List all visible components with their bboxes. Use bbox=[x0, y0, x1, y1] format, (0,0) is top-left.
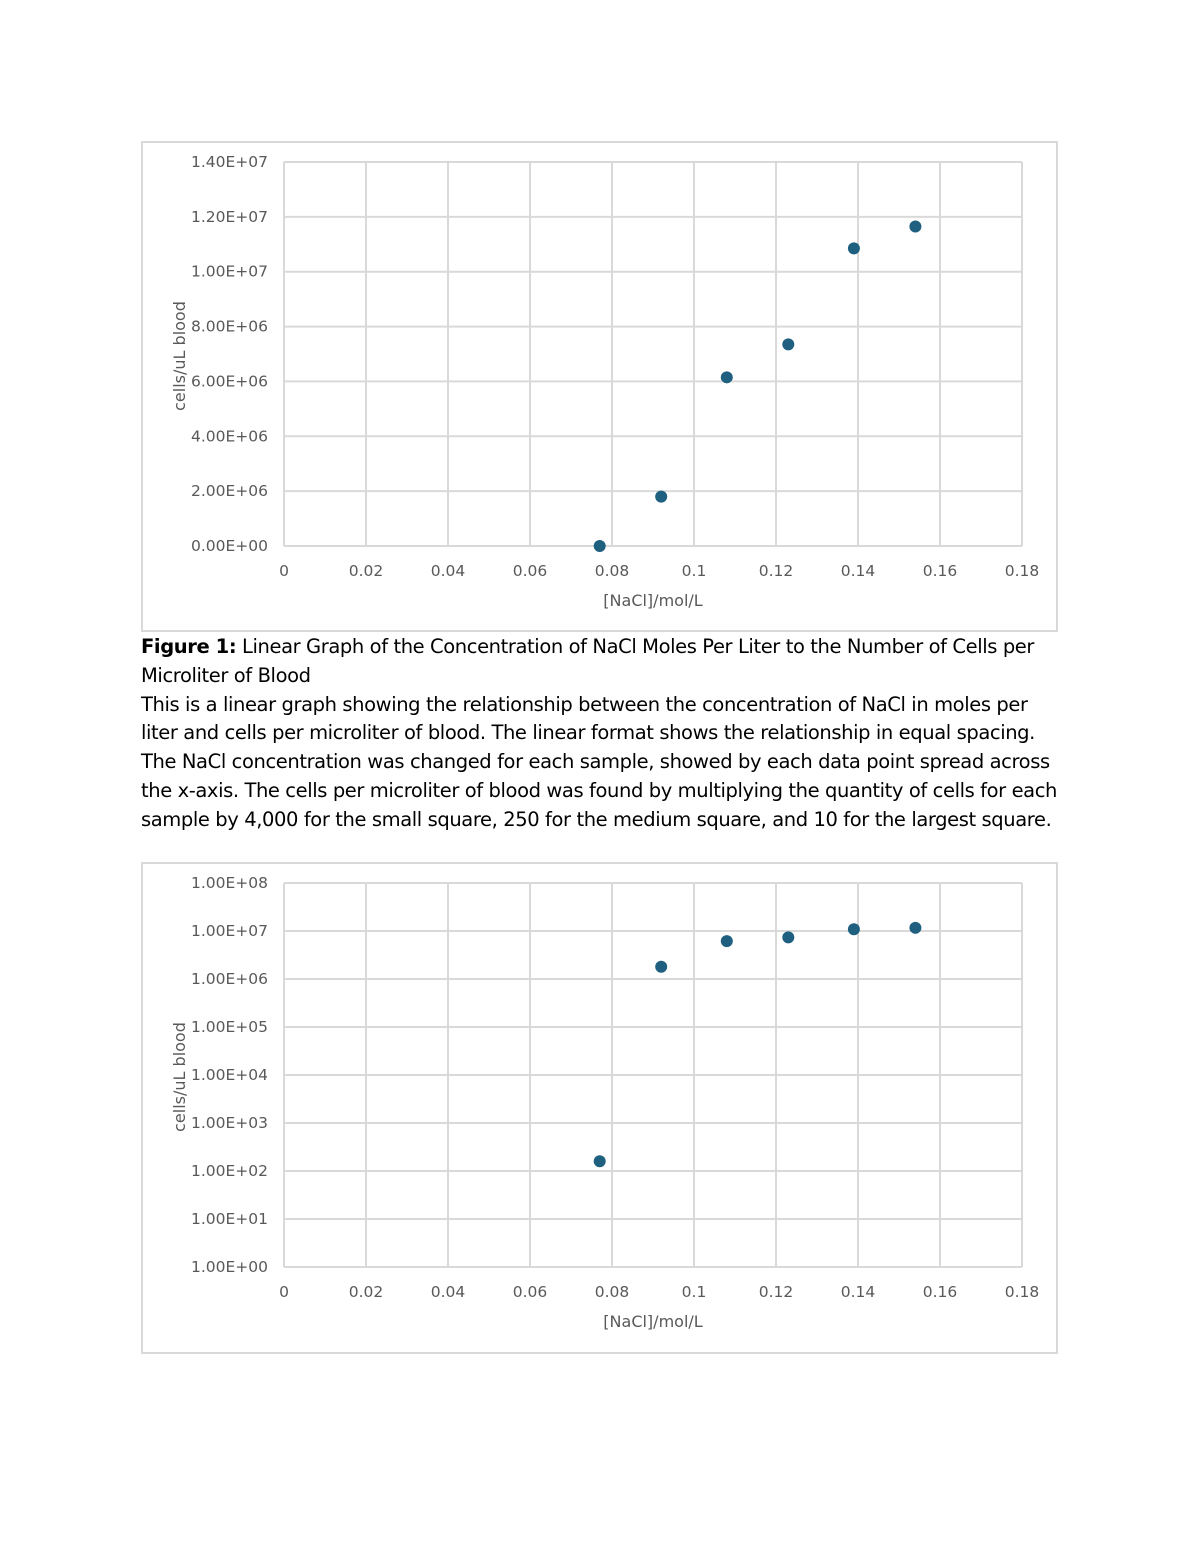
x-tick-label: 0.02 bbox=[348, 1283, 384, 1301]
caption-body: This is a linear graph showing the relationship between the concentration of NaCl in moles per liter and cells per microliter of blood. The linear format shows the relationship in equal spacing. The NaCl concentration was changed for each sample, showed by each data point spread across the x-axis. The cells per microliter of blood was found by multiplying the quantity of cells for each sample by 4,000 for the small square, 250 for the medium square, and 10 for the largest square. bbox=[141, 692, 1058, 831]
data-point bbox=[655, 961, 667, 973]
x-tick-label: 0.06 bbox=[512, 562, 548, 580]
x-tick-label: 0 bbox=[279, 562, 289, 580]
y-tick-label: 1.40E+07 bbox=[190, 153, 268, 171]
x-tick-label: 0.1 bbox=[681, 1283, 707, 1301]
y-tick-label: 1.00E+08 bbox=[190, 874, 268, 892]
log-chart bbox=[141, 862, 1058, 1354]
y-axis-title: cells/uL blood bbox=[170, 301, 189, 411]
data-point bbox=[721, 371, 733, 383]
x-tick-label: 0.08 bbox=[594, 1283, 630, 1301]
x-tick-label: 0.04 bbox=[430, 562, 466, 580]
y-tick-label: 6.00E+06 bbox=[190, 372, 268, 391]
y-axis-title: cells/uL blood bbox=[170, 1022, 189, 1132]
y-tick-label: 4.00E+06 bbox=[190, 427, 268, 446]
x-tick-label: 0.1 bbox=[681, 562, 707, 580]
x-axis-title: [NaCl]/mol/L bbox=[603, 1312, 703, 1331]
y-tick-label: 1.00E+07 bbox=[190, 922, 268, 940]
x-tick-label: 0.14 bbox=[840, 1283, 876, 1301]
data-point bbox=[782, 338, 794, 350]
x-tick-label: 0.18 bbox=[1004, 562, 1040, 580]
x-tick-label: 0.08 bbox=[594, 562, 630, 580]
x-tick-label: 0.14 bbox=[840, 562, 876, 580]
y-tick-label: 8.00E+06 bbox=[190, 317, 268, 336]
y-tick-label: 1.00E+02 bbox=[190, 1162, 268, 1180]
caption-title-line bbox=[141, 633, 1061, 691]
y-tick-label: 1.00E+01 bbox=[190, 1210, 268, 1228]
x-tick-label: 0.16 bbox=[922, 1283, 958, 1301]
y-tick-label: 1.00E+07 bbox=[190, 262, 268, 281]
x-tick-label: 0.12 bbox=[758, 562, 794, 580]
y-tick-label: 1.00E+03 bbox=[190, 1114, 268, 1132]
data-point bbox=[909, 922, 921, 934]
x-tick-label: 0.06 bbox=[512, 1283, 548, 1301]
x-tick-label: 0.12 bbox=[758, 1283, 794, 1301]
figure-caption bbox=[141, 633, 1061, 835]
figure-label: Figure 1: bbox=[141, 635, 237, 658]
linear-chart-plot bbox=[143, 143, 1060, 634]
linear-chart bbox=[141, 141, 1058, 632]
data-point bbox=[594, 540, 606, 552]
data-point bbox=[594, 1155, 606, 1167]
x-tick-label: 0.02 bbox=[348, 562, 384, 580]
y-tick-label: 1.00E+06 bbox=[190, 970, 268, 988]
data-point bbox=[848, 242, 860, 254]
y-tick-label: 0.00E+00 bbox=[190, 537, 268, 555]
y-tick-label: 2.00E+06 bbox=[190, 482, 268, 501]
log-chart-plot bbox=[143, 864, 1060, 1356]
data-point bbox=[848, 923, 860, 935]
y-tick-label: 1.20E+07 bbox=[190, 207, 268, 226]
data-point bbox=[721, 935, 733, 947]
x-axis-title: [NaCl]/mol/L bbox=[603, 591, 703, 610]
x-tick-label: 0.16 bbox=[922, 562, 958, 580]
x-tick-label: 0.04 bbox=[430, 1283, 466, 1301]
x-tick-label: 0.18 bbox=[1004, 1283, 1040, 1301]
y-tick-label: 1.00E+05 bbox=[190, 1018, 268, 1036]
x-tick-label: 0 bbox=[279, 1283, 289, 1301]
data-point bbox=[909, 220, 921, 232]
data-point bbox=[655, 491, 667, 503]
figure-title: Linear Graph of the Concentration of NaCl Moles Per Liter to the Number of Cells per Microliter of Blood bbox=[141, 635, 1035, 687]
y-tick-label: 1.00E+00 bbox=[190, 1258, 268, 1276]
y-tick-label: 1.00E+04 bbox=[190, 1066, 268, 1084]
data-point bbox=[782, 931, 794, 943]
